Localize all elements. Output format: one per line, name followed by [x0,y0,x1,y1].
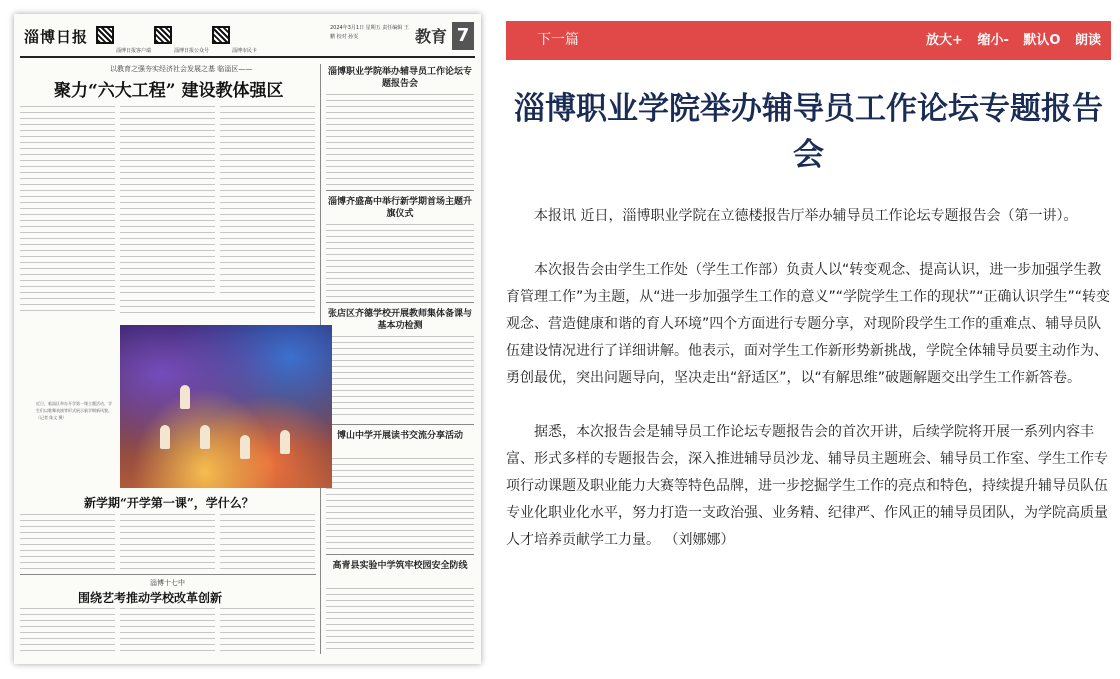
newspaper-page-image[interactable] [14,14,481,664]
mid-text [20,514,115,570]
next-article-link[interactable]: 下一篇 [537,32,579,48]
side-text [326,336,474,420]
mid-text [220,514,315,570]
bottom-text [20,608,115,656]
article-title: 淄博职业学院举办辅导员工作论坛专题报告会 [514,91,1103,173]
story-divider [326,302,474,303]
read-aloud-button[interactable]: 朗读 [1074,33,1101,48]
lead-text-column [120,300,315,318]
story-divider [20,574,316,575]
reading-tools [916,21,1101,60]
qr-code-icon [212,26,230,44]
qr-caption: 淄博日报客户端 [116,48,152,54]
lead-text-column [20,106,115,316]
side-headline-3: 张店区齐德学校开展教师集体备课与基本功检测 [327,309,472,331]
mid-headline: 新学期“开学第一课”，学什么？ [84,496,254,510]
issue-info: 2024年3月1日 星期五 责任编辑 王鹏 校对 孙雯 [330,25,409,40]
article-paragraph: 本次报告会由学生工作处（学生工作部）负责人以“转变观念、提高认识，进一步加强学生教育管理工作”为主题，从“进一步加强学生工作的意义”“学院学生工作的现状”“正确认识学生”“转变观念、营造健康和谐的育人环境”四个方面进行专题分享，对现阶段学生工作的重难点、辅导员队伍建设情况进行了详细讲解。他表示，面对学生工作新形势新挑战，学院全体辅导员要主动作为、勇创最优，突出问题导向，坚决走出“舒适区”，以“有解思维”破题解题交出学生工作新答卷。 [506,262,1111,386]
side-headline-2: 淄博齐盛高中举行新学期首场主题升旗仪式 [327,197,472,219]
performer-figure [280,430,290,454]
side-headline-4: 博山中学开展读书交流分享活动 [336,431,463,441]
performer-figure [200,425,210,449]
newspaper-logo: 淄博日报 [24,28,89,46]
bottom-text [120,608,215,656]
photo-caption-text: 近日，临淄区举办开学第一课主题活动，学生们以歌舞表演等形式展示新学期新风貌。 [36,401,112,413]
article-toolbar [506,21,1111,60]
qr-caption: 淄博日报公众号 [174,48,210,54]
bottom-kicker: 淄博十七中 [150,579,185,587]
article-paragraph: 本报讯 近日，淄博职业学院在立德楼报告厅举办辅导员工作论坛专题报告会（第一讲）。 [534,208,1078,224]
qr-code-icon [154,26,172,44]
section-name: 教育 [415,27,448,46]
story-divider [326,424,474,425]
newspaper-masthead [20,20,475,58]
photo-credit: （记者 陈文 摄） [36,415,67,420]
side-text [326,588,474,654]
story-divider [326,190,474,191]
lead-text-column [120,106,215,296]
performance-photo [120,325,332,488]
side-headline: 淄博职业学院举办辅导员工作论坛专题报告会 [327,67,472,89]
lead-kicker: 以教育之强夯实经济社会发展之基 临淄区—— [110,65,253,73]
lead-text-column [220,106,315,296]
zoom-out-button[interactable]: 缩小- [977,33,1009,48]
side-text [326,94,474,186]
qr-caption: 淄博市民卡 [232,48,258,54]
performer-figure [180,385,190,409]
side-text [326,224,474,298]
zoom-in-button[interactable]: 放大+ [926,33,963,48]
performer-figure [240,435,250,459]
side-headline-5: 高青县实验中学筑牢校园安全防线 [332,561,468,571]
article-paragraph: 据悉，本次报告会是辅导员工作论坛专题报告会的首次开讲，后续学院将开展一系列内容丰富、形式多样的专题报告会，深入推进辅导员沙龙、辅导员主题班会、辅导员工作室、学生工作专项行动课题及职业能力大赛等特色品牌，进一步挖掘学生工作的亮点和特色，持续提升辅导员队伍专业化职业化水平，努力打造一支政治强、业务精、纪律严、作风正的辅导员团队，为学院高质量人才培养贡献学工力量。 （刘娜娜） [506,424,1108,548]
article-body [506,203,1111,581]
lead-headline: 聚力“六大工程” 建设教体强区 [54,81,284,101]
bottom-text [220,608,315,656]
bottom-headline: 围绕艺考推动学校改革创新 [78,591,223,605]
default-size-button[interactable]: 默认O [1023,33,1061,48]
page-number: 7 [452,22,474,50]
qr-code-icon [96,26,114,44]
performer-figure [160,425,170,449]
mid-text [120,514,215,570]
photo-caption [36,400,114,421]
side-text [326,458,474,550]
story-divider [326,554,474,555]
